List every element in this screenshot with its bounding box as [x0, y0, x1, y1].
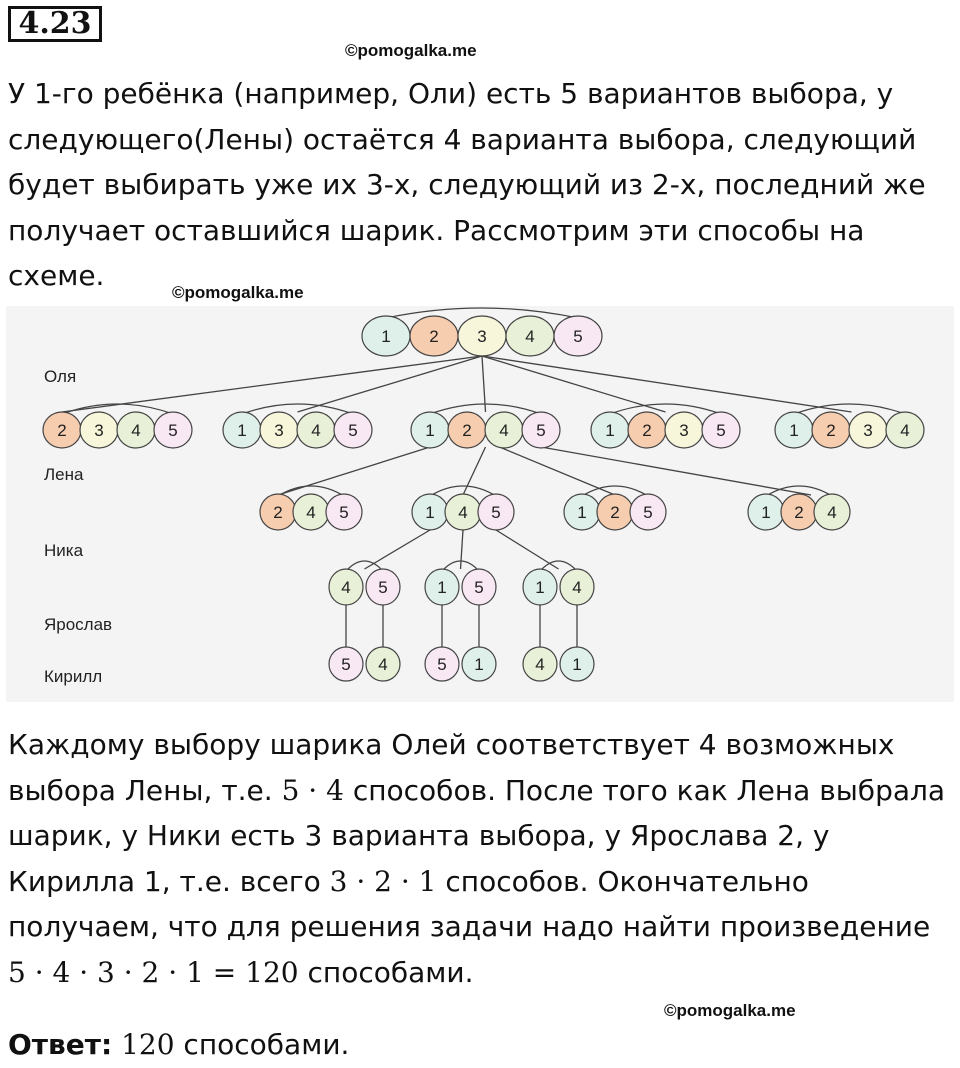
- root-group-ball-label-5: 5: [573, 327, 583, 346]
- nika-group-1-ball-label-1: 2: [273, 503, 283, 522]
- level-label-4: Ярослав: [44, 615, 113, 634]
- level-label-2: Лена: [44, 465, 84, 484]
- root-group-ball-label-1: 1: [381, 327, 391, 346]
- level-label-3: Ника: [44, 541, 84, 560]
- nika-group-2-ball-label-3: 5: [491, 503, 501, 522]
- answer-label: Ответ:: [8, 1028, 113, 1061]
- yaroslav-group-1-ball-label-2: 5: [378, 578, 388, 597]
- formula-product: 5 · 4 · 3 · 2 · 1 = 120: [8, 955, 299, 989]
- root-group-ball-label-4: 4: [525, 327, 535, 346]
- nika-group-1-ball-label-2: 4: [306, 503, 316, 522]
- nika-group-1-ball-label-3: 5: [339, 503, 349, 522]
- watermark-top: ©pomogalka.me: [345, 41, 477, 60]
- lena-group-4-ball-label-4: 5: [716, 421, 726, 440]
- lena-group-2-ball-label-1: 1: [237, 421, 247, 440]
- nika-group-3-ball-label-1: 1: [577, 503, 587, 522]
- problem-number: 4.23: [8, 6, 102, 42]
- yaroslav-group-2-ball-label-2: 5: [474, 578, 484, 597]
- nika-group-2-ball-label-2: 4: [458, 503, 468, 522]
- lena-group-5-ball-label-1: 1: [789, 421, 799, 440]
- lena-group-1-ball-label-3: 4: [131, 421, 141, 440]
- explanation-paragraph: [8, 722, 953, 995]
- formula-5x4: 5 · 4: [281, 773, 344, 807]
- level-label-1: Оля: [44, 367, 77, 386]
- lena-group-4-ball-label-3: 3: [679, 421, 689, 440]
- formula-3x2x1: 3 · 2 · 1: [329, 864, 437, 898]
- yaroslav-group-2-ball-label-1: 1: [437, 578, 447, 597]
- lena-group-3-ball-label-1: 1: [425, 421, 435, 440]
- nika-group-4-ball-label-2: 2: [794, 503, 804, 522]
- explanation-text-2: способов. После того как Лена выбрала шарик, у Ники есть 3 варианта выбора, у Ярослава 2, у Кирилла 1, т.е. всего: [8, 773, 946, 898]
- explanation-text-3: способов. Окончательно получаем, что для решения задачи надо найти произведение: [8, 864, 931, 943]
- explanation-text-1: Каждому выбору шарика Олей соответствует 4 возможных выбора Лены, т.е.: [8, 728, 895, 807]
- lena-group-3-ball-label-3: 4: [499, 421, 509, 440]
- lena-group-2-ball-label-2: 3: [274, 421, 284, 440]
- kirill-ball-group-5-ball-label-1: 4: [535, 655, 545, 674]
- answer-line: [8, 1022, 953, 1068]
- kirill-ball-group-6-ball-label-1: 1: [572, 655, 582, 674]
- nika-group-2-ball-label-1: 1: [425, 503, 435, 522]
- answer-unit: способами.: [174, 1028, 350, 1061]
- kirill-ball-group-3-ball-label-1: 5: [437, 655, 447, 674]
- lena-group-5-ball-label-3: 3: [863, 421, 873, 440]
- lena-group-1-ball-label-4: 5: [168, 421, 178, 440]
- lena-group-4-ball-label-1: 1: [605, 421, 615, 440]
- level-label-5: Кирилл: [44, 667, 103, 686]
- kirill-ball-group-4-ball-label-1: 1: [474, 655, 484, 674]
- explanation-text-4: способами.: [298, 955, 474, 989]
- lena-group-1-ball-label-1: 2: [57, 421, 67, 440]
- yaroslav-group-3-ball-label-1: 1: [535, 578, 545, 597]
- root-group-ball-label-3: 3: [477, 327, 487, 346]
- kirill-ball-group-2-ball-label-1: 4: [378, 655, 388, 674]
- lena-group-3-ball-label-4: 5: [536, 421, 546, 440]
- watermark-bottom: ©pomogalka.me: [664, 1001, 796, 1020]
- lena-group-2-ball-label-4: 5: [348, 421, 358, 440]
- choice-tree-diagram: [6, 306, 954, 702]
- nika-group-3-ball-label-3: 5: [643, 503, 653, 522]
- lena-group-2-ball-label-3: 4: [311, 421, 321, 440]
- watermark-middle: ©pomogalka.me: [172, 283, 304, 302]
- yaroslav-group-3-ball-label-2: 4: [572, 578, 582, 597]
- nika-group-4-ball-label-1: 1: [761, 503, 771, 522]
- lena-group-4-ball-label-2: 2: [642, 421, 652, 440]
- nika-group-4-ball-label-3: 4: [827, 503, 837, 522]
- root-group-ball-label-2: 2: [429, 327, 439, 346]
- intro-paragraph: У 1-го ребёнка (например, Оли) есть 5 вариантов выбора, у следующего(Лены) остаётся 4 варианта выбора, следующий будет выбирать уже их 3-х, следующий из 2-х, последний же получает оставшийся шарик. Рассмотрим эти способы на схеме.: [8, 77, 926, 292]
- lena-group-5-ball-label-2: 2: [826, 421, 836, 440]
- kirill-ball-group-1-ball-label-1: 5: [341, 655, 351, 674]
- lena-group-3-ball-label-2: 2: [462, 421, 472, 440]
- yaroslav-group-1-ball-label-1: 4: [341, 578, 351, 597]
- nika-group-3-ball-label-2: 2: [610, 503, 620, 522]
- lena-group-5-ball-label-4: 4: [900, 421, 910, 440]
- lena-group-1-ball-label-2: 3: [94, 421, 104, 440]
- answer-value: 120: [121, 1028, 175, 1061]
